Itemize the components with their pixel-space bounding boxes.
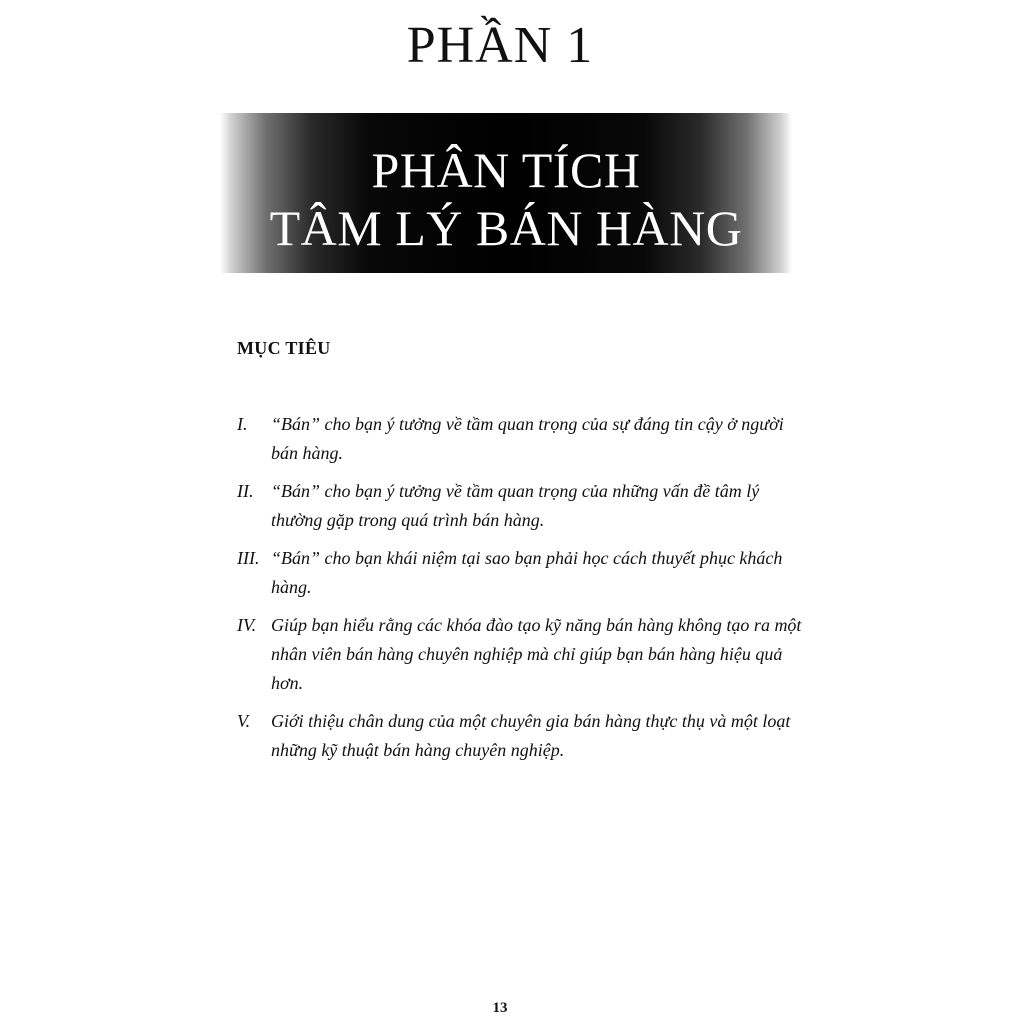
part-title: PHẦN 1 — [406, 17, 594, 74]
objective-item-4 — [237, 611, 807, 698]
objective-numeral: I. — [237, 414, 248, 434]
objective-numeral: II. — [237, 481, 254, 501]
objective-item-3 — [237, 544, 807, 602]
banner-title-line-2: TÂM LÝ BÁN HÀNG — [269, 200, 743, 256]
banner-title-line-1: PHÂN TÍCH — [371, 142, 641, 198]
objective-item-2 — [237, 477, 807, 535]
objectives-heading: MỤC TIÊU — [237, 338, 331, 358]
objectives-list — [237, 410, 807, 774]
objective-text: “Bán” cho bạn khái niệm tại sao bạn phải học cách thuyết phục khách hàng. — [271, 548, 783, 597]
objective-text: Giúp bạn hiểu rằng các khóa đào tạo kỹ năng bán hàng không tạo ra một nhân viên bán hàng chuyên nghiệp mà chỉ giúp bạn bán hàng hiệu quả hơn. — [271, 615, 802, 693]
objective-numeral: V. — [237, 711, 251, 731]
objective-text: “Bán” cho bạn ý tưởng về tầm quan trọng của những vấn đề tâm lý thường gặp trong quá trình bán hàng. — [271, 481, 760, 530]
chapter-banner — [220, 113, 792, 273]
page-number: 13 — [492, 1000, 508, 1016]
objective-numeral: IV. — [237, 615, 257, 635]
objective-text: “Bán” cho bạn ý tưởng về tầm quan trọng của sự đáng tin cậy ở người bán hàng. — [271, 414, 784, 463]
objective-text: Giới thiệu chân dung của một chuyên gia bán hàng thực thụ và một loạt những kỹ thuật bán hàng chuyên nghiệp. — [271, 711, 791, 760]
objective-item-5 — [237, 707, 807, 765]
objective-numeral: III. — [237, 548, 260, 568]
objective-item-1 — [237, 410, 807, 468]
